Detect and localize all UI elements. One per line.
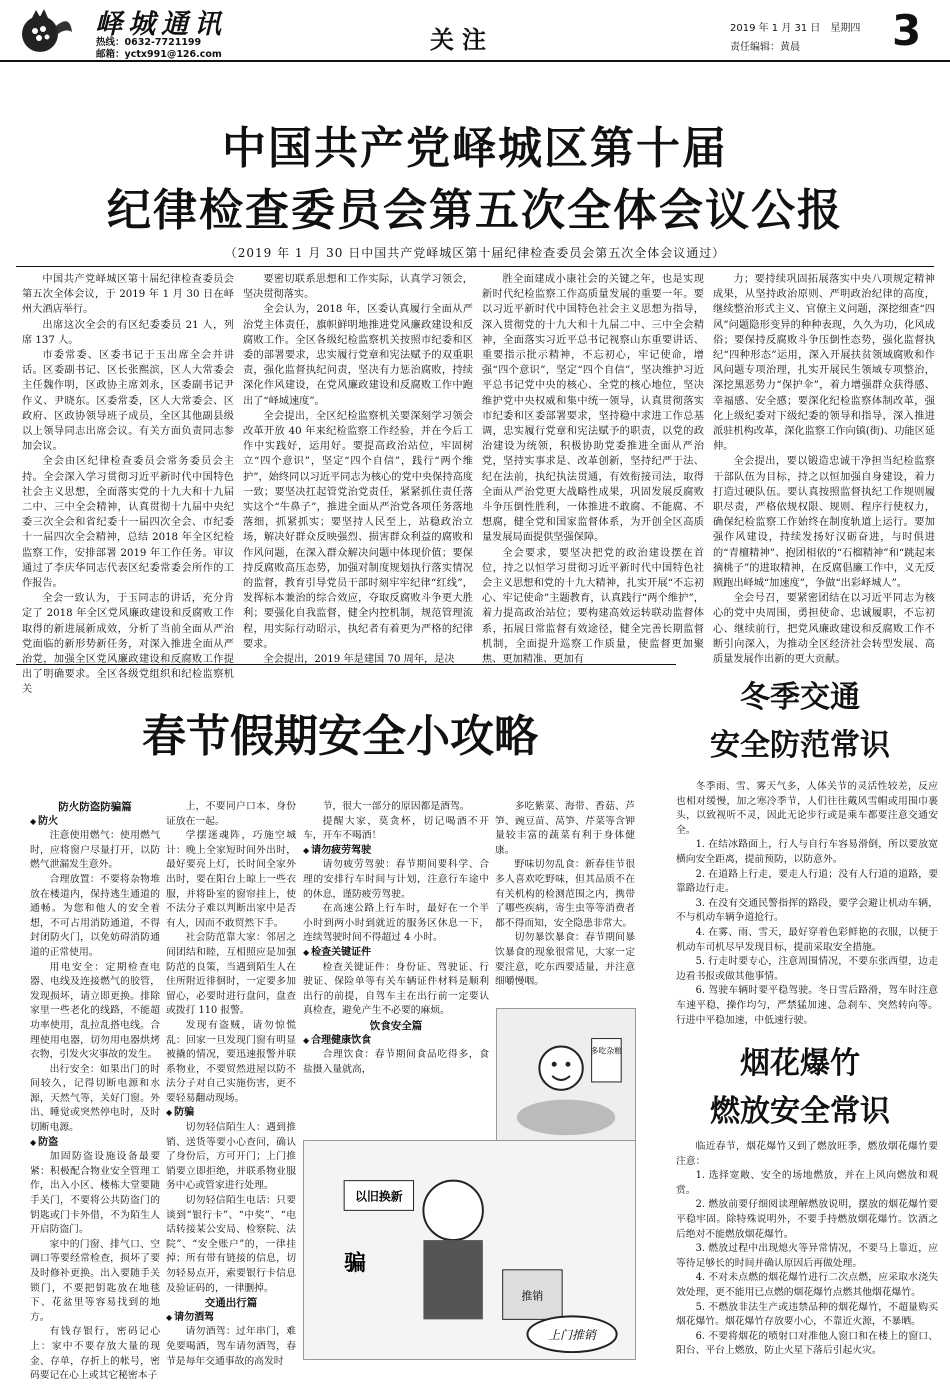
- paragraph: 1. 选择宽敞、安全的场地燃放，并在上风向燃放和观赏。: [676, 1170, 938, 1196]
- fireworks-title-line2: 燃放安全常识: [710, 1094, 890, 1129]
- email: 邮箱：yctx991@126.com: [96, 49, 222, 60]
- paragraph: 社会防范靠大家：邻居之间团结和睦，互相照应是加强防范的良策，当遇到陌生人在住所附近徘徊时，一定要多加留心，必要时进行盘问，盘查或拨打 110 报警。: [166, 932, 296, 1017]
- paragraph: 请勿疲劳驾驶：春节期间要科学、合理的安排行车时间与计划，注意行车途中的休息，谨防疲劳驾驶。: [303, 859, 489, 900]
- section-tag: ◆ 防火: [30, 815, 160, 830]
- holiday-column-3: [303, 800, 489, 1140]
- paragraph: 合理放置：不要将杂物堆放在楼道内，保持逃生通道的通畅。为您和他人的安全着想，不可占用消防通道，不得封闭防火门，以免妨碍消防通道的正常使用。: [30, 873, 160, 958]
- lead-subtitle: （2019 年 1 月 30 日中国共产党峄城区第十届纪律检查委员会第五次全体会议通过）: [224, 246, 726, 260]
- paragraph: 中国共产党峄城区第十届纪律检查委员会第五次全体会议，于 2019 年 1 月 30 日在峄州大酒店举行。: [22, 274, 234, 316]
- paragraph: 3. 在没有交通民警指挥的路段，要学会避让机动车辆，不与机动车辆争道抢行。: [676, 897, 938, 924]
- section-tag: ◆ 请勿酒驾: [166, 1311, 296, 1326]
- section-heading: 防火防盗防骗篇: [58, 801, 132, 813]
- cartoon-label: 以旧换新: [355, 1189, 403, 1204]
- lead-column-3: [482, 272, 704, 666]
- contact-info: [96, 37, 222, 61]
- paragraph: 全会提出，要以锻造忠诚干净担当纪检监察干部队伍为目标，持之以恒加强自身建设，着力打造过硬队伍。要认真按照监督执纪工作规则履职尽责，严格依规权限、规则、程序行使权力，确保纪检监察工作始终在制度轨道上运行。要加强作风建设，持续发扬好汉砺奋进，与时俱进的“青檀精神”、抱团相依的“石榴精神”和“跳起来摘桃子”的进取精神，在反腐倡廉工作中，义无反顾跑出峄城“加速度”，争做“出彩峄城人”。: [713, 456, 935, 590]
- winter-title-line1: 冬季交通: [740, 680, 860, 715]
- paragraph: 发现有盗贼，请勿惊慌乱：回家一旦发现门窗有明显被撬的情况，要迅速报警并联系物业，不要贸然进屋以防不法分子对自己实施伤害，更不要轻易翻动现场。: [166, 1019, 296, 1104]
- cartoon-illustration-food: [496, 1008, 636, 1148]
- paragraph: 提醒大家，莫贪杯，切记喝酒不开车，开车不喝酒！: [303, 815, 489, 842]
- winter-title: [660, 674, 940, 770]
- paragraph: 要密切联系思想和工作实际，认真学习领会，坚决贯彻落实。: [243, 274, 473, 301]
- paragraph: 2. 燃放前要仔细阅读理解燃放说明，摆放的烟花爆竹要平稳牢固。除特殊说明外，不要手持燃放烟花爆竹。饮酒之后绝对不能燃放烟花爆竹。: [676, 1199, 938, 1240]
- paragraph: 用电安全：定期检查电器、电线及连接燃气的胶管，发现损坏，请立即更换。排除家里一些老化的线路，不能超功率使用，乱拉乱搭电线。合理使用电器，切勿用电器烘烤衣物，引发火灾事故的发生。: [30, 961, 160, 1061]
- fireworks-title: [660, 1040, 940, 1136]
- section-heading: 交通出行篇: [204, 1297, 258, 1310]
- divider: [16, 266, 934, 267]
- paragraph: 切勿轻信陌生人：遇到推销、送货等要小心查问，确认了身份后，方可开门；上门推销要立即拒绝，并联系物业服务中心或管家进行处理。: [166, 1122, 296, 1192]
- paragraph: 上，不要同户口本、身份证放在一起。: [166, 801, 296, 827]
- holiday-column-2: [166, 800, 296, 1367]
- paragraph: 冬季雨、雪、雾天气多，人体关节的灵活性较差，反应也相对缓慢，加之寒冷季节，人们往往戴风雪帽或用围巾裹头，以致视听不灵，因此无论步行或是乘车都要注意交通安全。: [676, 781, 938, 836]
- cartoon-label: 上门推销: [548, 1328, 596, 1343]
- paragraph: 4. 不对未点燃的烟花爆竹进行二次点燃，应采取水浇失效处理，更不能用已点燃的烟花爆竹点燃其他烟花爆竹。: [676, 1272, 938, 1298]
- paragraph: 全会号召，要紧密团结在以习近平同志为核心的党中央周围，勇担使命、忠诚履职，不忘初心、继续前行，把党风廉政建设和反腐败工作不断引向深入，为推动全区经济社会转型发展、高质量发展作出新的更大贡献。: [713, 593, 935, 666]
- paragraph: 野味切勿乱食：新春佳节很多人喜欢吃野味，但其品质不在有关机构的检测范围之内，携带了哪些疾病，寄生虫等等消费者都不得而知，安全隐患非常大。: [495, 859, 635, 929]
- cartoon-label: 推销: [521, 1289, 544, 1303]
- paragraph: 全会提出，全区纪检监察机关要深刻学习领会改革开放 40 年来纪检监察工作经验，并在今后工作中实践好，运用好。要提高政治站位，牢固树立“四个意识”，坚定“四个自信”，践行“两个维护”，始终同以习近平同志为核心的党中央保持高度一致；要坚决扛起管党治党责任，紧紧抓住责任落实这个“牛鼻子”，推进全面从严治党各项任务落地落细，抓紧抓实；要坚持人民至上，站稳政治立场，解决好群众反映强烈、损害群众利益的腐败和作风问题，在深入群众解决问题中体现价值；要保持反腐败高压态势，加强对制度规划执行落实情况的监督，教育引导党员干部时刻牢牢纪律“红线”，发挥标本兼治的综合效应，夺取反腐败斗争更大胜利；要强化自我监督，健全内控机制，规范管理流程，用实际行动昭示，执纪者有着更为严格的纪律要求。: [243, 410, 473, 650]
- paragraph: 临近春节，烟花爆竹又到了燃放旺季，燃放烟花爆竹要注意：: [676, 1141, 938, 1167]
- winter-body: [676, 780, 938, 1030]
- paragraph: 节，很大一部分的原因都是酒驾。: [322, 801, 470, 812]
- paragraph: 力；要持续巩固拓展落实中央八项规定精神成果，从坚持政治原则、严明政治纪律的高度，继续整治形式主义、官僚主义问题，深挖细查“四风”问题隐形变异的种种表现，久久为功，化风成俗；要保持反腐败斗争压倒性态势，强化监督执纪“四种形态”运用，深入开展扶贫领域腐败和作风问题专项治理，扎实开展民生领域专项整治，深挖黑恶势力“保护伞”，着力增强群众获得感、幸福感、安全感；要深化纪检监察体制改革，强化上级纪委对下级纪委的领导和指导，深入推进派驻机构改革，深化监察工作向镇(街)、功能区延伸。: [713, 274, 935, 453]
- holiday-column-4: [495, 800, 635, 1005]
- paragraph: 加固防盗设施设备最要紧：积极配合物业安全管理工作，出入小区、楼栋大堂要随手关门，不要将公共防盗门的钥匙或门卡外借，不为陌生人开启防盗门。: [30, 1151, 160, 1236]
- paragraph: 学摆迷魂阵，巧施空城计：晚上全家短时间外出时，最好要亮上灯，长时间全家外出时，要在阳台上晾上一些衣服，并将卧室的窗帘挂上，使不法分子难以判断出家中是否有人，因而不敢贸然下手。: [166, 830, 296, 929]
- cartoon-illustration-scam: [303, 1140, 636, 1360]
- fireworks-body: [676, 1140, 938, 1362]
- paragraph: 注意使用燃气：使用燃气时，应将窗户尽量打开，以防燃气泄漏发生意外。: [30, 830, 160, 871]
- paragraph: 1. 在结冰路面上，行人与自行车容易滑倒，所以要放宽横向安全距离，提前预防，以防意外。: [676, 839, 938, 865]
- paragraph: 5. 不燃放非法生产或违禁品种的烟花爆竹，不超量购买烟花爆竹。烟花爆竹存放要小心，不靠近火源，不暴晒。: [676, 1301, 938, 1328]
- paragraph: 家中的门窗、排气口、空调口等要经常检查，损坏了要及时修补更换。出入要随手关锁门，不要把钥匙放在地毯下、花盆里等容易找到的地方。: [30, 1238, 160, 1323]
- lead-column-2: [243, 272, 473, 666]
- paragraph: 2. 在道路上行走，要走人行道；没有人行道的道路，要靠路边行走。: [676, 868, 938, 895]
- paragraph: 切勿轻信陌生电话：只要谈到“银行卡”、“中奖”、“电话转接某公安局、检察院、法院”、“安全账户”的，一律挂掉；所有带有链接的信息，切勿轻易点开，索要银行卡信息及验证码的，一律删掉。: [166, 1195, 296, 1294]
- lead-headline-line2: 纪律检查委员会第五次全体会议公报: [107, 185, 843, 236]
- paragraph: 多吃紫菜、海带、香菇、芦笋、豌豆苗、莴笋、芹菜等含钾量较丰富的蔬菜有利于身体健康。: [495, 801, 635, 856]
- page-number: 3: [892, 6, 922, 55]
- paragraph: 全会由区纪律检查委员会常务委员会主持。全会深入学习贯彻习近平新时代中国特色社会主义思想，全面落实党的十九大和十九届二中、三中全会精神，认真贯彻十九届中央纪委三次全会和省纪委十一届四次全会、市纪委十一届四次全会精神，总结 2018 年全区纪检监察工作，安排部署 2019 年工作任务。审议通过了李庆华同志代表区纪委常委会所作的工作报告。: [22, 456, 234, 590]
- lead-column-1: [22, 272, 234, 696]
- section-tag: ◆ 合理健康饮食: [303, 1034, 489, 1049]
- paragraph: 全会一致认为，于玉同志的讲话，充分肯定了 2018 年全区党风廉政建设和反腐败工作取得的新进展新成效，分析了当前全面从严治党面临的新形势新任务，对深入推进全面从严治党，加强全区党风廉政建设和反腐败工作提出了明确要求。全区各级党组织和纪检监察机关: [22, 593, 234, 696]
- paragraph: 有钱存银行，密码记心上：家中不要存放大量的现金、存单，存折上的帐号，密码要记在心上或其它秘密本子: [30, 1326, 160, 1382]
- cartoon-sign-text: 多吃杂粮: [590, 1046, 623, 1056]
- pomegranate-logo-icon: [10, 4, 74, 58]
- issue-date: 2019 年 1 月 31 日 星期四: [730, 23, 861, 34]
- hotline: 热线：0632-7721199: [96, 37, 202, 48]
- lead-column-4: [713, 272, 935, 666]
- section-tag: ◆ 请勿疲劳驾驶: [303, 844, 489, 859]
- winter-title-line2: 安全防范常识: [710, 728, 890, 763]
- paragraph: 4. 在雾、雨、雪天，最好穿着色彩鲜艳的衣服，以便于机动车司机尽早发现目标，提前采取安全措施。: [676, 926, 938, 953]
- paragraph: 6. 驾驶车辆时要平稳驾驶。冬日雪后路滑，驾车时注意车速平稳，操作均匀，严禁猛加速、急刹车、突然转向等。行进中平稳加速，中低速行驶。: [676, 985, 938, 1026]
- paragraph: 出席这次全会的有区纪委委员 21 人，列席 137 人。: [22, 319, 234, 346]
- holiday-title: 春节假期安全小攻略: [142, 711, 538, 762]
- paragraph: 全会提出，2019 年是建国 70 周年，是决: [263, 654, 455, 666]
- paragraph: 胜全面建成小康社会的关键之年，也是实现新时代纪检监察工作高质量发展的重要一年。要以习近平新时代中国特色社会主义思想为指导，深入贯彻党的十九大和十九届二中、三中全会精神，全面落实习近平总书记视察山东重要讲话、重要指示批示精神，不忘初心，牢记使命，增强“四个意识”，坚定“四个自信”，坚决维护习近平总书记党中央的核心、全党的核心地位，坚决维护党中央权威和集中统一领导，认真贯彻落实市纪委和区委部署要求，坚持稳中求进工作总基调，忠实履行党章和宪法赋予的职责，以党的政治建设为统领，积极协助党委推进全面从严治党，坚持实事求是、改革创新，坚持纪严于法、纪在法前，执纪执法贯通，有效衔接司法，取得全面从严治党更大战略性成果，巩固发展反腐败斗争压倒性胜利，一体推进不敢腐、不能腐、不想腐，健全党和国家监督体系，为开创全区高质量发展局面提供坚强保障。: [482, 274, 704, 544]
- lead-headline-line1: 中国共产党峄城区第十届: [222, 123, 728, 174]
- paragraph: 市委常委、区委书记于玉出席全会并讲话。区委副书记、区长张熙滨，区人大常委会主任魏作明，区政协主席刘永，区委副书记尹作义、尹晓东。区委常委，区人大常委会、区政府、区政协领导班子成员，全区其他副县级以上领导同志出席会议。有关方面负责同志参加会议。: [22, 350, 234, 453]
- holiday-column-1: [30, 800, 160, 1382]
- paragraph: 全会要求，要坚决把党的政治建设摆在首位，持之以恒学习贯彻习近平新时代中国特色社会主义思想和党的十九大精神，扎实开展“不忘初心、牢记使命”主题教育，认真践行“两个维护”，着力提高政治站位；要构建高效运转联动监督体系，拓展日常监督有效途径，健全完善长期监督机制，全面提升巡察工作质量，使监督更加聚焦、更加精准、更加有: [482, 547, 704, 666]
- section-tag: ◆ 防骗: [166, 1106, 296, 1121]
- paragraph: 合理饮食：春节期间食品吃得多，食盐摄入量就高，: [303, 1049, 489, 1075]
- paragraph: 出行安全：如果出门的时间较久，记得切断电源和水源，天然气等，关好门窗。外出、睡觉或突然停电时，及时切断电源。: [30, 1063, 160, 1134]
- divider: [16, 664, 676, 665]
- paragraph: 切勿暴饮暴食：春节期间暴饮暴食的现象很常见，大家一定要注意，吃东西要适量，并注意细嚼慢咽。: [495, 932, 635, 988]
- masthead: [0, 0, 950, 62]
- cartoon-label: 骗: [344, 1250, 366, 1276]
- section-tag: ◆ 检查关键证件: [303, 946, 489, 961]
- paragraph: 全会认为，2018 年，区委认真履行全面从严治党主体责任，旗帜鲜明地推进党风廉政建设和反腐败工作。全区各级纪检监察机关按照市纪委和区委的部署要求，忠实履行党章和宪法赋予的双重职责，强化监督执纪问责，坚决有力惩治腐败，持续深化作风建设，在党风廉政建设和反腐败工作中跑出了“峄城速度”。: [243, 304, 473, 407]
- section-tag: ◆ 防盗: [30, 1136, 160, 1151]
- responsible-editor: 责任编辑：黄晨: [730, 42, 800, 53]
- paragraph: 6. 不要将烟花的喷射口对准他人窗口和在楼上的窗口、阳台、平台上燃放，防止火星下落后引起火灾。: [676, 1330, 938, 1357]
- paragraph: 在高速公路上行车时，最好在一个半小时到两小时到就近的服务区休息一下，连续驾驶时间不得超过 4 小时。: [303, 903, 489, 944]
- paragraph: 请勿酒驾：过年串门，难免要喝酒，驾车请勿酒驾，春节是每年交通事故的高发时: [166, 1326, 296, 1367]
- fireworks-title-line1: 烟花爆竹: [740, 1046, 860, 1081]
- paragraph: 检查关键证件：身份证、驾驶证、行驶证、保险单等有关车辆证件材料是顺利出行的前提，自驾车主在出行前一定要认真检查，避免产生不必要的麻烦。: [303, 961, 489, 1017]
- section-name: 关注: [430, 26, 494, 54]
- paragraph: 3. 燃放过程中出现熄火等异常情况，不要马上靠近，应等待足够长的时间并确认原因后再做处理。: [676, 1243, 938, 1269]
- section-heading: 饮食安全篇: [369, 1019, 423, 1032]
- paragraph: 5. 行走时要专心，注意周围情况，不要东张西望，边走边看书报或做其他事情。: [676, 956, 938, 982]
- paper-name: 峄城通讯: [95, 9, 227, 40]
